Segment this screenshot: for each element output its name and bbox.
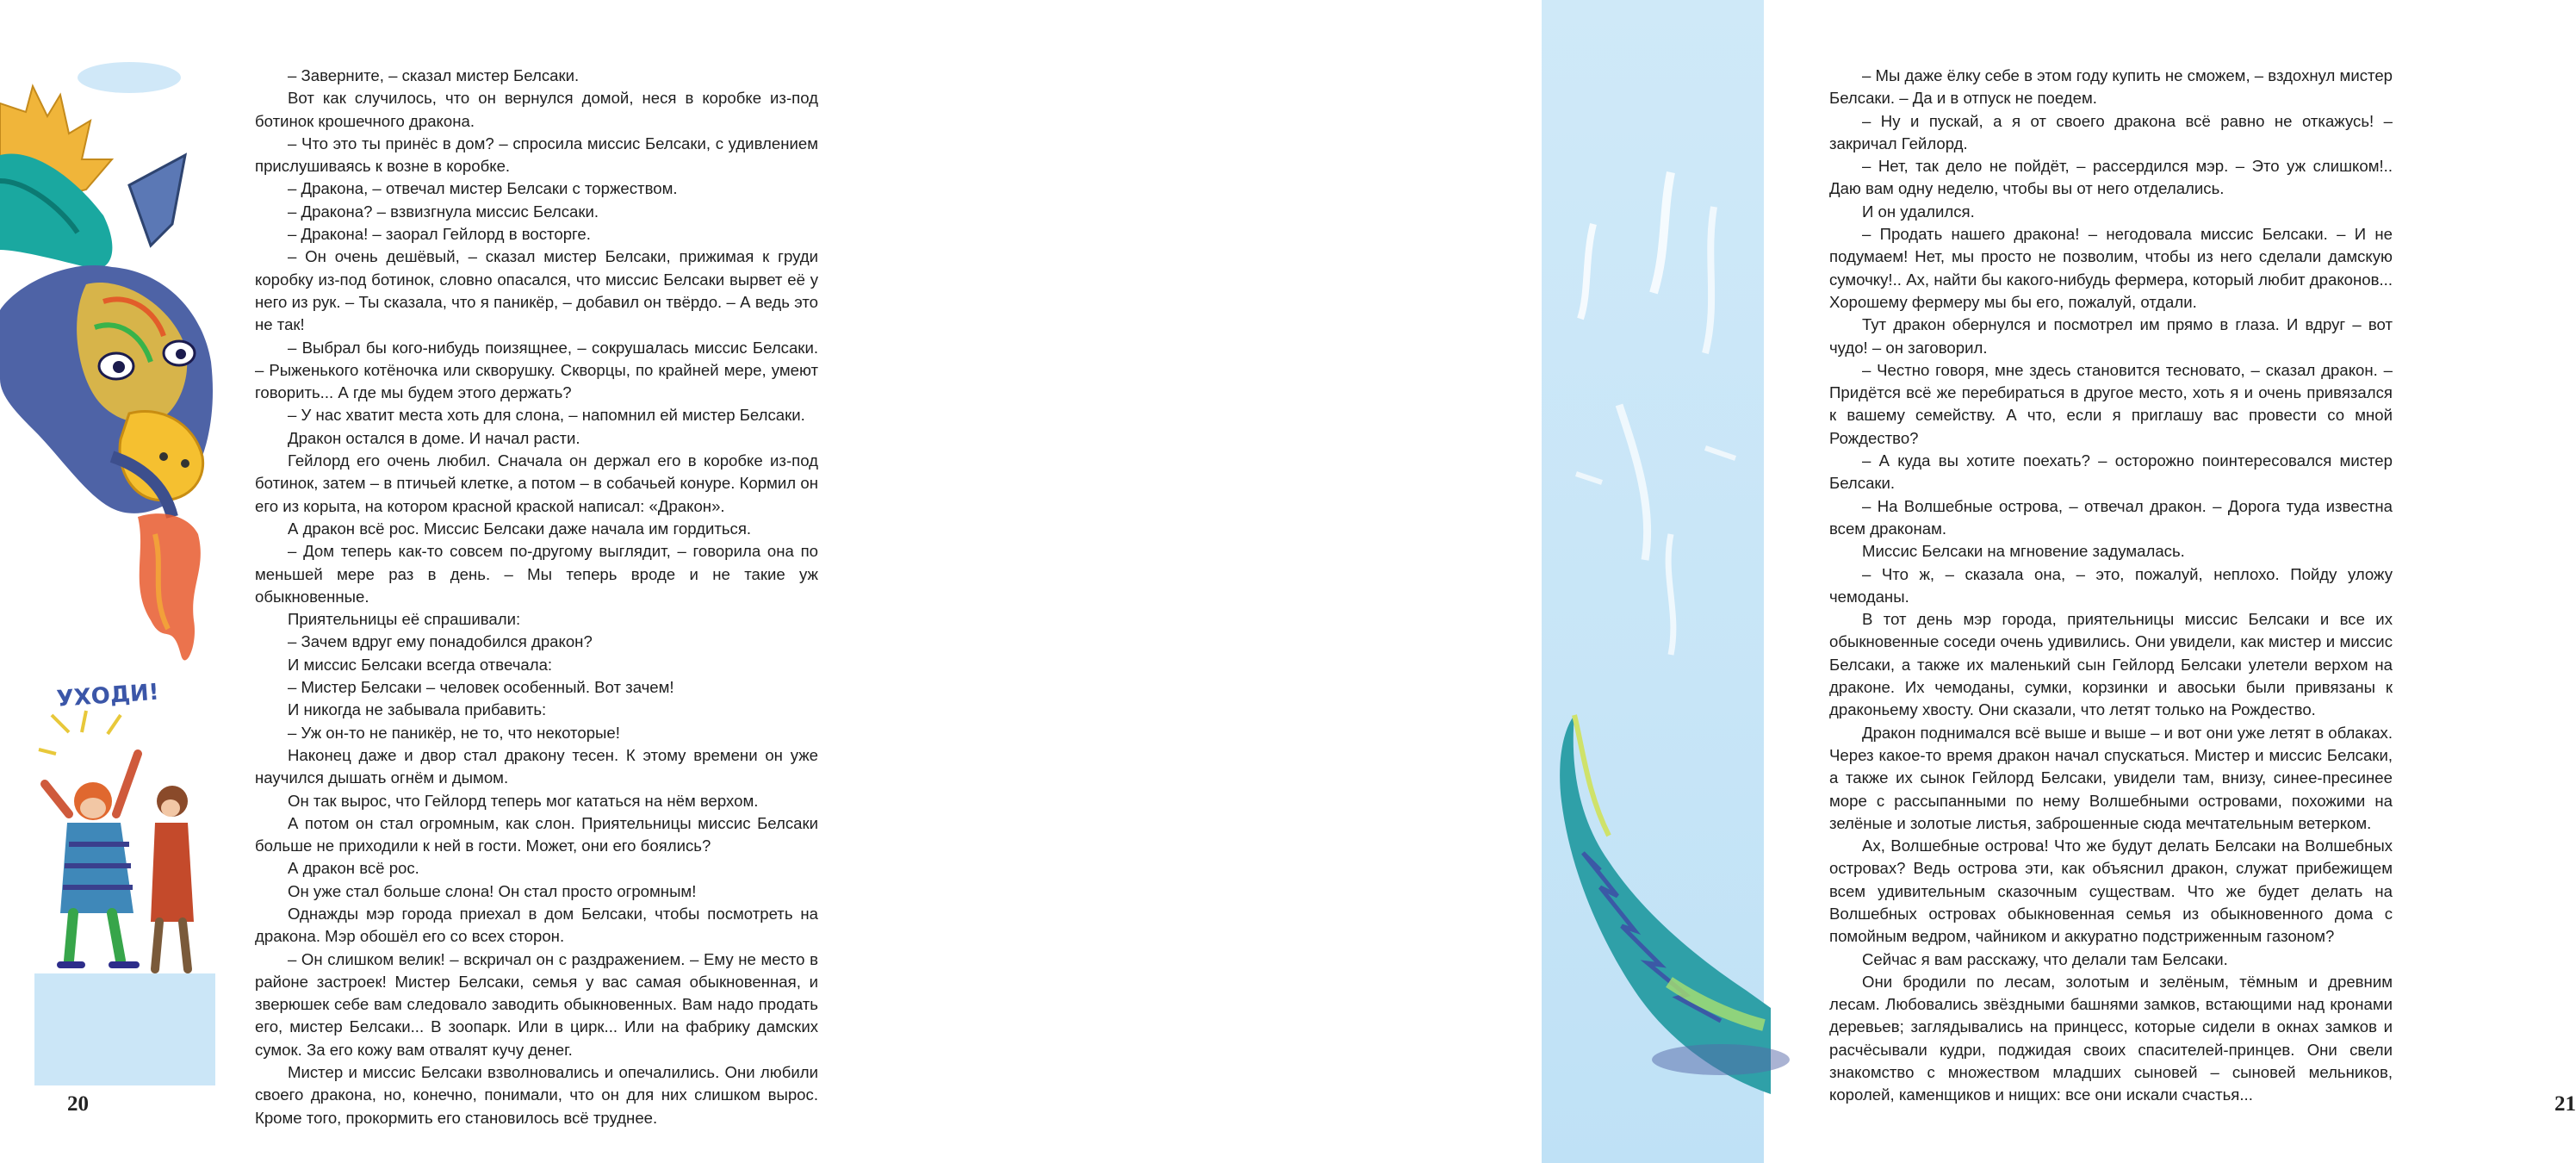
paragraph: – Он слишком велик! – вскричал он с раздражением. – Ему не место в районе застроек! Мистер Белсаки, семья у вас самая обыкновенная, и зверюшек себе вам следовало заводить обыкновенных. Вам надо продать его, мистер Белсаки... В зоопарк. Или в цирк... Или на фабрику дамских сумок. За его кожу вам отвалят кучу денег. [255, 949, 818, 1059]
paragraph: – Мы даже ёлку себе в этом году купить не сможем, – вздохнул мистер Белсаки. – Да и в отпуск не поедем. [1829, 66, 2393, 108]
paragraph: – Дом теперь как-то совсем по-другому выглядит, – говорила она по меньшей мере раз в день. – Мы теперь вроде и не такие уж обыкновенные. [255, 542, 818, 606]
left-page [0, 0, 882, 1163]
paragraph: Дракон остался в доме. И начал расти. [288, 428, 580, 447]
paragraph: Они бродили по лесам, золотым и зелёным, тёмным и древним лесам. Любовались звёздными башнями замков, встающими над кронами деревьев; заглядывались на принцесс, которые сидели в окнах замков и расчёсывали кудри, поджидая своих спасителей-принцев. Они свели знакомство с множеством младших сыновей – сыновей мельников, королей, каменщиков и нищих: все они искали счастья... [1829, 972, 2393, 1104]
paragraph: – Заверните, – сказал мистер Белсаки. [288, 66, 580, 84]
page-number-right: 21 [2554, 1092, 2576, 1116]
paragraph: – Зачем вдруг ему понадобился дракон? [288, 632, 593, 651]
paragraph: А потом он стал огромным, как слон. Приятельницы миссис Белсаки больше не приходили к ней в гости. Может, они его боялись? [255, 813, 818, 855]
illustration-caption [53, 674, 191, 717]
paragraph: – А куда вы хотите поехать? – осторожно поинтересовался мистер Белсаки. [1829, 451, 2393, 493]
paragraph: Дракон поднимался всё выше и выше – и вот они уже летят в облаках. Через какое-то время дракон начал спускаться. Мистер и миссис Белсаки, а также их сынок Гейлорд Белсаки, увидели там, внизу, синее-пресинее море с рассыпанными по нему Волшебными островами, похожими на зелёные и золотые листья, заброшенные сюда мечтательным ветерком. [1829, 723, 2393, 832]
paragraph: Он уже стал больше слона! Он стал просто огромным! [288, 881, 697, 900]
paragraph: Однажды мэр города приехал в дом Белсаки, чтобы посмотреть на дракона. Мэр обошёл его со всех сторон. [255, 904, 818, 946]
dragon-tail-illustration [1549, 698, 1764, 1111]
paragraph: Гейлорд его очень любил. Сначала он держал его в коробке из-под ботинок, затем – в птичьей клетке, а потом – в собачьей конуре. Кормил он его из корыта, на котором красной краской написал: «Дракон». [255, 451, 818, 515]
left-page-text [255, 65, 818, 1129]
two-figures-illustration [34, 715, 207, 1085]
paragraph: Вот как случилось, что он вернулся домой, неся в коробке из-под ботинок крошечного дракона. [255, 89, 818, 130]
paragraph: Приятельницы её спрашивали: [288, 610, 521, 629]
page-number-left: 20 [67, 1092, 89, 1116]
paragraph: – Продать нашего дракона! – негодовала миссис Белсаки. – И не подумаем! Нет, мы просто не позволим, чтобы из него сделали дамскую сумочку!.. Ах, найти бы какого-нибудь фермера, который любит драконов... Хорошему фермеру мы бы его, пожалуй, отдали. [1829, 225, 2393, 311]
paragraph: – Уж он-то не паникёр, не то, что некоторые! [288, 723, 620, 742]
paragraph: – Что ж, – сказала она, – это, пожалуй, неплохо. Пойду уложу чемоданы. [1829, 564, 2393, 606]
paragraph: А дракон всё рос. [288, 859, 419, 878]
paragraph: Сейчас я вам расскажу, что делали там Белсаки. [1862, 949, 2228, 968]
paragraph: Ах, Волшебные острова! Что же будут делать Белсаки на Волшебных островах? Ведь острова эти, как объяснил дракон, служат прибежищем всем удивительным сказочным существам. Что же будет делать на Волшебных островах обыкновенная семья из обыкновенного дома с помойным ведром, чайником и аккуратно подстриженным газоном? [1829, 836, 2393, 946]
paragraph: – Ну и пускай, а я от своего дракона всё равно не откажусь! – закричал Гейлорд. [1829, 111, 2393, 152]
paragraph: – Выбрал бы кого-нибудь поизящнее, – сокрушалась миссис Белсаки. – Рыженького котёночка или скворушку. Скворцы, по крайней мере, умеют говорить... А где мы будем этого держать? [255, 338, 818, 402]
paragraph: И миссис Белсаки всегда отвечала: [288, 655, 553, 674]
paragraph: Тут дракон обернулся и посмотрел им прямо в глаза. И вдруг – вот чудо! – он заговорил. [1829, 315, 2393, 357]
right-page [882, 0, 2576, 1163]
paragraph: – Честно говоря, мне здесь становится тесновато, – сказал дракон. – Придётся всё же перебираться в другое место, хоть я и очень привязался к вашему семейству. А что, если я приглашу вас провести со мной Рождество? [1829, 360, 2393, 447]
right-page-text [1829, 65, 2393, 1107]
paragraph: – Дракона, – отвечал мистер Белсаки с торжеством. [288, 179, 678, 198]
paragraph: Миссис Белсаки на мгновение задумалась. [1862, 542, 2185, 561]
paragraph: – На Волшебные острова, – отвечал дракон. – Дорога туда известна всем драконам. [1829, 496, 2393, 538]
paragraph: – Что это ты принёс в дом? – спросила миссис Белсаки, с удивлением прислушиваясь к возне в коробке. [255, 134, 818, 176]
paragraph: Он так вырос, что Гейлорд теперь мог кататься на нём верхом. [288, 791, 759, 810]
paragraph: И он удалился. [1862, 202, 1975, 221]
paragraph: В тот день мэр города, приятельницы миссис Белсаки и все их обыкновенные соседи очень удивились. Они увидели, как мистер и миссис Белсаки, а также их маленький сын Гейлорд Белсаки улетели верхом на драконе. Их чемоданы, сумки, корзинки и авоськи были привязаны к драконьему хвосту. Они сказали, что летят только на Рождество. [1829, 610, 2393, 719]
dragon-head-illustration [0, 52, 224, 689]
sky-streaks-illustration [1542, 146, 1764, 706]
paragraph: Наконец даже и двор стал дракону тесен. К этому времени он уже научился дышать огнём и дымом. [255, 745, 818, 787]
paragraph: – Он очень дешёвый, – сказал мистер Белсаки, прижимая к груди коробку из-под ботинок, словно опасался, что миссис Белсаки вырвет её у него из рук. – Ты сказала, что я паникёр, – добавил он твёрдо. – А ведь это не так! [255, 247, 818, 334]
paragraph: Мистер и миссис Белсаки взволновались и опечалились. Они любили своего дракона, но, конечно, понимали, что он для них слишком вырос. Кроме того, прокормить его становилось всё труднее. [255, 1063, 818, 1127]
paragraph: – У нас хватит места хоть для слона, – напомнил ей мистер Белсаки. [288, 406, 805, 425]
paragraph: – Нет, так дело не пойдёт, – рассердился мэр. – Это уж слишком!.. Даю вам одну неделю, чтобы вы от него отделались. [1829, 157, 2393, 198]
paragraph: И никогда не забывала прибавить: [288, 700, 547, 719]
paragraph: – Дракона! – заорал Гейлорд в восторге. [288, 225, 591, 244]
paragraph: А дракон всё рос. Миссис Белсаки даже начала им гордиться. [288, 519, 752, 538]
paragraph: – Дракона? – взвизгнула миссис Белсаки. [288, 202, 599, 221]
paragraph: – Мистер Белсаки – человек особенный. Вот зачем! [288, 678, 674, 697]
illustration-caption-text: УХОДИ! [55, 679, 160, 712]
